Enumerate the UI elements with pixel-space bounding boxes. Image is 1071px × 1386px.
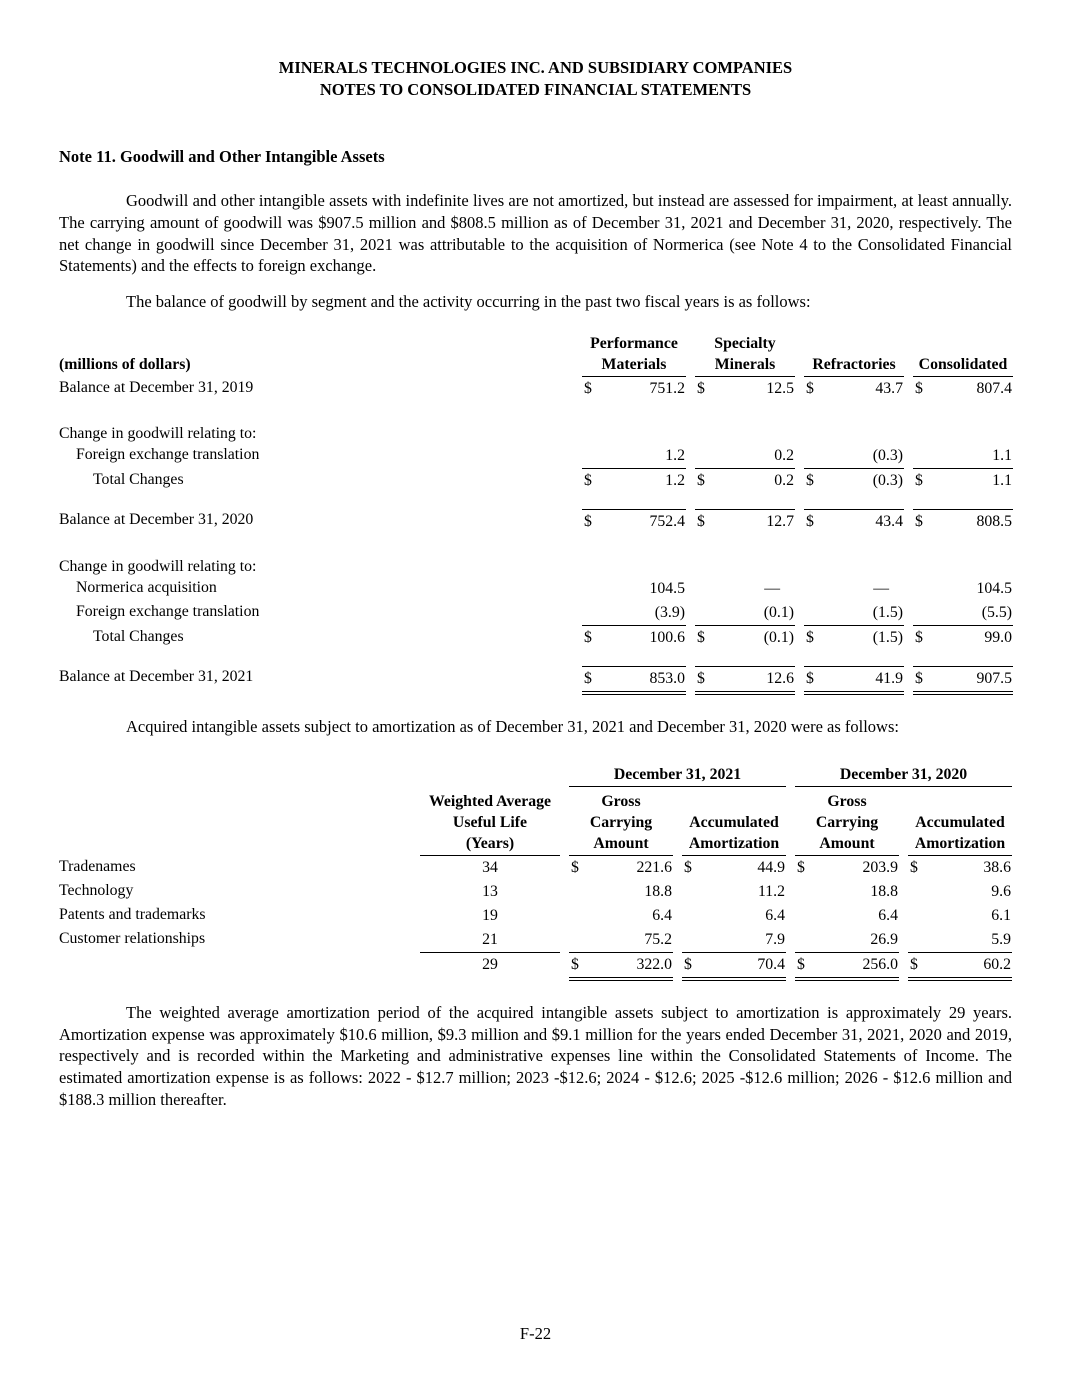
paragraph-acquired-intro: Acquired intangible assets subject to amortization as of December 31, 2021 and December 31, 2020 were as follows: xyxy=(126,716,899,736)
row-label: Patents and trademarks xyxy=(59,905,206,923)
money-cell xyxy=(569,856,673,880)
title-line-1: MINERALS TECHNOLOGIES INC. AND SUBSIDIARY COMPANIES xyxy=(278,58,793,77)
cell-value: 104.5 xyxy=(976,579,1012,597)
cell-value: — xyxy=(873,579,889,597)
money-cell xyxy=(908,904,1012,928)
money-cell xyxy=(913,601,1013,626)
money-cell xyxy=(908,953,1012,978)
cell-value: 0.2 xyxy=(774,471,794,489)
dollar-sign: $ xyxy=(697,471,705,489)
dollar-sign: $ xyxy=(684,955,692,973)
cell-value: (0.3) xyxy=(872,446,903,464)
cell-value: 1.1 xyxy=(992,446,1012,464)
money-cell xyxy=(795,953,899,978)
money-cell xyxy=(682,904,786,928)
money-cell xyxy=(804,444,904,469)
cell-value: 751.2 xyxy=(649,379,685,397)
money-cell xyxy=(804,469,904,493)
cell-value: (1.5) xyxy=(872,628,903,646)
header-line: Amount xyxy=(819,834,875,852)
cell-value: 256.0 xyxy=(862,955,898,973)
money-cell xyxy=(913,444,1013,469)
row-label: Foreign exchange translation xyxy=(76,445,260,463)
row-label xyxy=(59,953,411,978)
money-cell xyxy=(695,666,795,692)
dollar-sign: $ xyxy=(915,471,923,489)
group-header-dec-31-2020: December 31, 2020 xyxy=(795,764,1012,787)
row-label: Foreign exchange translation xyxy=(76,602,260,620)
money-cell xyxy=(913,577,1013,601)
money-cell xyxy=(913,377,1013,401)
cell-value: 6.4 xyxy=(878,906,898,924)
header-line: Useful Life xyxy=(452,813,528,831)
money-cell xyxy=(804,601,904,626)
money-cell xyxy=(695,444,795,469)
cell-value: 5.9 xyxy=(991,930,1011,948)
cell-value: 12.6 xyxy=(766,669,794,687)
goodwill-table xyxy=(59,333,1012,692)
header-line: Accumulated xyxy=(915,813,1005,831)
cell-value: 808.5 xyxy=(976,512,1012,530)
money-cell xyxy=(795,856,899,880)
row-label: Total Changes xyxy=(93,470,184,488)
money-cell xyxy=(695,601,795,626)
row-label: Change in goodwill relating to: xyxy=(59,424,257,442)
dollar-sign: $ xyxy=(806,471,814,489)
paragraph-goodwill: Goodwill and other intangible assets with indefinite lives are not amortized, but instead are assessed for impairment, at least annually. The carrying amount of goodwill was $907.5 million and $808.5 million as of December 31, 2021 and December 31, 2020, respectively. The net change in goodwill since December 31, 2021 was attributable to the acquisition of Normerica (see Note 4 to the Consolidated Financial Statements) and the effects to foreign exchange. xyxy=(59,191,1012,276)
money-cell xyxy=(908,880,1012,904)
money-cell xyxy=(695,377,795,401)
dollar-sign: $ xyxy=(797,955,805,973)
cell-value: 104.5 xyxy=(649,579,685,597)
col-header-gross-carrying-2020 xyxy=(795,791,899,856)
header-line: Amount xyxy=(593,834,649,852)
dollar-sign: $ xyxy=(697,669,705,687)
money-cell xyxy=(695,509,795,534)
cell-value: 807.4 xyxy=(976,379,1012,397)
cell-value: 99.0 xyxy=(984,628,1012,646)
money-cell xyxy=(582,444,686,469)
col-header-refractories: Refractories xyxy=(804,354,904,377)
cell-value: 18.8 xyxy=(644,882,672,900)
cell-value: 43.4 xyxy=(875,512,903,530)
money-cell xyxy=(804,377,904,401)
dollar-sign: $ xyxy=(571,858,579,876)
header-line: Gross xyxy=(601,792,641,810)
dollar-sign: $ xyxy=(797,858,805,876)
money-cell xyxy=(682,856,786,880)
dollar-sign: $ xyxy=(806,512,814,530)
cell-value: 1.2 xyxy=(665,471,685,489)
page-number: F-22 xyxy=(519,1324,552,1343)
dollar-sign: $ xyxy=(915,379,923,397)
header-line: Amortization xyxy=(688,834,780,852)
money-cell xyxy=(582,509,686,534)
cell-value: 752.4 xyxy=(649,512,685,530)
cell-value: 322.0 xyxy=(636,955,672,973)
row-label: Balance at December 31, 2019 xyxy=(59,378,254,396)
header-line: Weighted Average xyxy=(428,792,552,810)
money-cell xyxy=(913,666,1013,692)
col-header-gross-carrying-2021 xyxy=(569,791,673,856)
money-cell xyxy=(569,880,673,904)
header-line: Carrying xyxy=(589,813,653,831)
table-spacer xyxy=(59,493,1013,509)
money-cell xyxy=(582,666,686,692)
cell-value: (1.5) xyxy=(872,603,903,621)
header-line: (Years) xyxy=(465,834,515,852)
dollar-sign: $ xyxy=(910,955,918,973)
money-cell xyxy=(795,928,899,953)
document-title xyxy=(59,0,1012,101)
money-cell xyxy=(795,880,899,904)
cell-value: 41.9 xyxy=(875,669,903,687)
cell-value: 12.5 xyxy=(766,379,794,397)
money-cell xyxy=(695,626,795,650)
col-header-consolidated: Consolidated xyxy=(913,354,1013,377)
cell-value: 18.8 xyxy=(870,882,898,900)
cell-value: — xyxy=(764,579,780,597)
header-line: Accumulated xyxy=(689,813,779,831)
row-label: Balance at December 31, 2021 xyxy=(59,667,254,685)
cell-value: (0.1) xyxy=(763,628,794,646)
dollar-sign: $ xyxy=(584,628,592,646)
dollar-sign: $ xyxy=(697,628,705,646)
money-cell xyxy=(682,880,786,904)
cell-value: 11.2 xyxy=(757,882,785,900)
dollar-sign: $ xyxy=(806,379,814,397)
paragraph-balance-intro: The balance of goodwill by segment and the activity occurring in the past two fiscal years is as follows: xyxy=(126,292,811,312)
useful-life-value: 19 xyxy=(482,906,498,924)
money-cell xyxy=(582,377,686,401)
money-cell xyxy=(908,928,1012,953)
money-cell xyxy=(569,904,673,928)
dollar-sign: $ xyxy=(915,628,923,646)
cell-value: 6.1 xyxy=(991,906,1011,924)
row-label: Tradenames xyxy=(59,857,136,875)
row-label: Total Changes xyxy=(93,627,184,645)
dollar-sign: $ xyxy=(584,379,592,397)
cell-value: (3.9) xyxy=(654,603,685,621)
useful-life-value: 29 xyxy=(482,955,498,973)
money-cell xyxy=(913,626,1013,650)
col-header-useful-life xyxy=(420,791,560,856)
dollar-sign: $ xyxy=(584,471,592,489)
money-cell xyxy=(582,626,686,650)
money-cell xyxy=(913,509,1013,534)
units-label: (millions of dollars) xyxy=(59,355,191,373)
cell-value: 38.6 xyxy=(983,858,1011,876)
row-label: Technology xyxy=(59,881,134,899)
dollar-sign: $ xyxy=(697,512,705,530)
cell-value: 1.2 xyxy=(665,446,685,464)
useful-life-value: 21 xyxy=(420,928,560,953)
cell-value: 9.6 xyxy=(991,882,1011,900)
cell-value: 12.7 xyxy=(766,512,794,530)
cell-value: 100.6 xyxy=(649,628,685,646)
money-cell xyxy=(582,577,686,601)
cell-value: (5.5) xyxy=(981,603,1012,621)
money-cell xyxy=(582,469,686,493)
cell-value: 853.0 xyxy=(649,669,685,687)
cell-value: 221.6 xyxy=(636,858,672,876)
dollar-sign: $ xyxy=(584,512,592,530)
dollar-sign: $ xyxy=(571,955,579,973)
money-cell xyxy=(804,577,904,601)
money-cell xyxy=(682,928,786,953)
title-line-2: NOTES TO CONSOLIDATED FINANCIAL STATEMENTS xyxy=(319,80,752,99)
header-line: Carrying xyxy=(815,813,879,831)
note-heading: Note 11. Goodwill and Other Intangible Assets xyxy=(59,147,385,166)
cell-value: 70.4 xyxy=(757,955,785,973)
row-label: Normerica acquisition xyxy=(76,578,217,596)
dollar-sign: $ xyxy=(584,669,592,687)
row-label: Change in goodwill relating to: xyxy=(59,557,257,575)
col-header-specialty-minerals: Specialty Minerals xyxy=(695,333,795,377)
cell-value: 60.2 xyxy=(983,955,1011,973)
dollar-sign: $ xyxy=(915,512,923,530)
table-spacer xyxy=(59,534,1013,556)
col-header-performance-materials: Performance Materials xyxy=(582,333,686,377)
money-cell xyxy=(804,666,904,692)
cell-value: 203.9 xyxy=(862,858,898,876)
money-cell xyxy=(804,626,904,650)
col-header-accumulated-amortization-2020 xyxy=(908,791,1012,856)
money-cell xyxy=(569,928,673,953)
money-cell xyxy=(569,953,673,978)
cell-value: 75.2 xyxy=(644,930,672,948)
useful-life-value: 34 xyxy=(482,858,498,876)
table-spacer xyxy=(59,401,1013,423)
header-line: Gross xyxy=(827,792,867,810)
useful-life-value: 13 xyxy=(482,882,498,900)
cell-value: (0.3) xyxy=(872,471,903,489)
money-cell xyxy=(695,469,795,493)
cell-value: 26.9 xyxy=(870,930,898,948)
col-header-accumulated-amortization-2021 xyxy=(682,791,786,856)
dollar-sign: $ xyxy=(910,858,918,876)
money-cell xyxy=(695,577,795,601)
cell-value: (0.1) xyxy=(763,603,794,621)
cell-value: 6.4 xyxy=(652,906,672,924)
money-cell xyxy=(795,904,899,928)
dollar-sign: $ xyxy=(697,379,705,397)
cell-value: 1.1 xyxy=(992,471,1012,489)
cell-value: 7.9 xyxy=(765,930,785,948)
money-cell xyxy=(908,856,1012,880)
money-cell xyxy=(682,953,786,978)
paragraph-amortization: The weighted average amortization period of the acquired intangible assets subject to amortization is approximately 29 years. Amortization expense was approximately $10.6 million, $9.3 million and $9.1 million for the years ended December 31, 2021, 2020 and 2019, respectively and is recorded within the Marketing and administrative expenses line within the Consolidated Statements of Income. The estimated amortization expense is as follows: 2022 - $12.7 million; 2023 -$12.6; 2024 - $12.6; 2025 -$12.6 million; 2026 - $12.6 million and $188.3 million thereafter. xyxy=(59,1002,1012,1109)
table-spacer xyxy=(59,650,1013,666)
money-cell xyxy=(804,509,904,534)
cell-value: 6.4 xyxy=(765,906,785,924)
cell-value: 43.7 xyxy=(875,379,903,397)
intangibles-table xyxy=(59,764,1012,978)
row-label: Customer relationships xyxy=(59,929,206,947)
dollar-sign: $ xyxy=(806,628,814,646)
cell-value: 44.9 xyxy=(757,858,785,876)
header-line: Amortization xyxy=(914,834,1006,852)
money-cell xyxy=(582,601,686,626)
dollar-sign: $ xyxy=(915,669,923,687)
money-cell xyxy=(913,469,1013,493)
dollar-sign: $ xyxy=(806,669,814,687)
group-header-dec-31-2021: December 31, 2021 xyxy=(569,764,786,787)
cell-value: 907.5 xyxy=(976,669,1012,687)
dollar-sign: $ xyxy=(684,858,692,876)
cell-value: 0.2 xyxy=(774,446,794,464)
row-label: Balance at December 31, 2020 xyxy=(59,510,254,528)
